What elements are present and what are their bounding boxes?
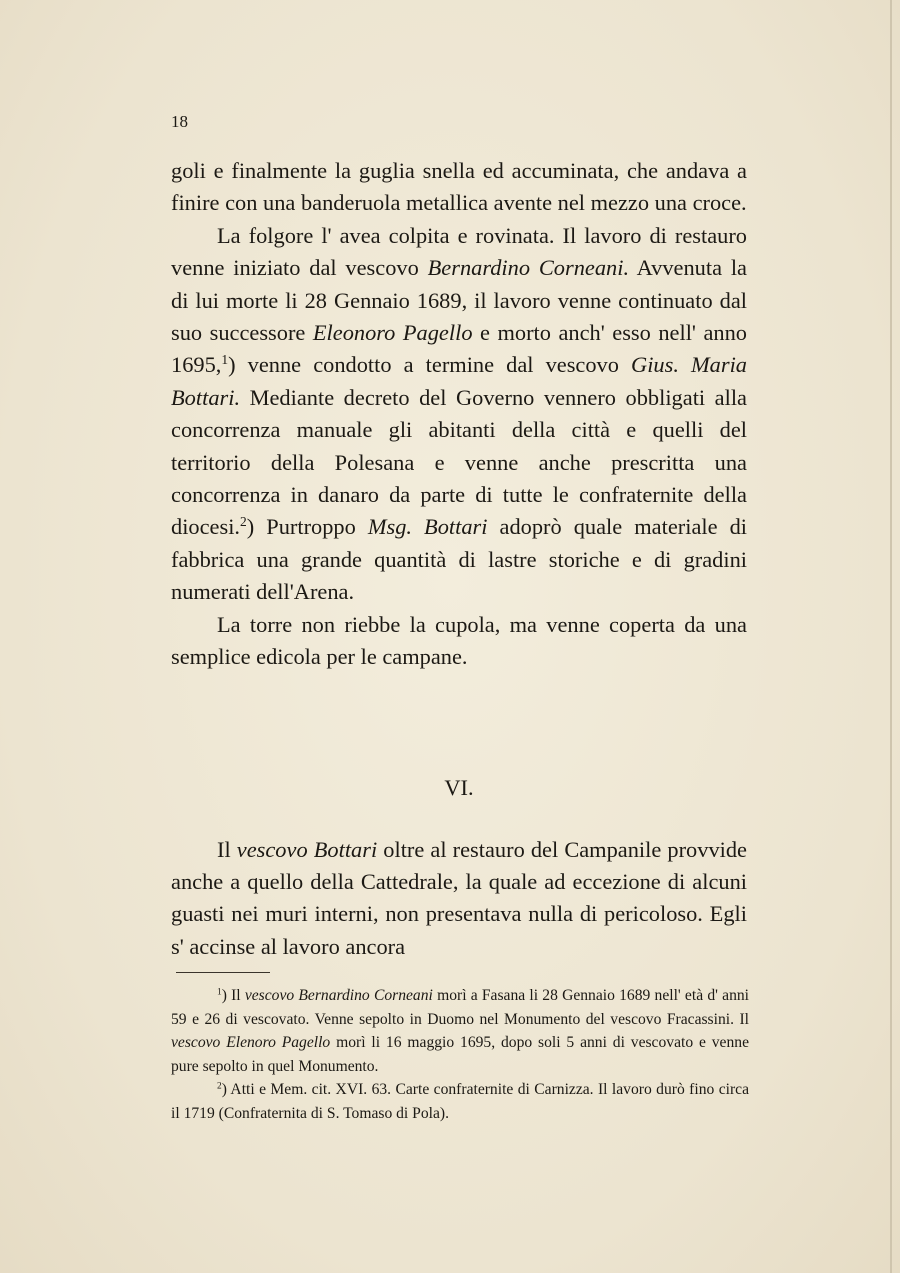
footnote-ref-1: 1	[221, 352, 229, 368]
footnote-mark-1: 1	[217, 987, 222, 998]
footnote-1: $^1$) Il vescovo Bernardino Corneani morì a Fasana li 28 Gennaio 1689 nell' età d' anni 59 e 26 di vescovato. Venne sepolto in Duomo nel Monumento del vescovo Fracassini. Il vescovo Elenoro Pagello morì li 16 maggio 1695, dopo soli 5 anni di vescovato e venne pure sepolto in quel Monumento.	[171, 987, 749, 1075]
page-edge	[890, 0, 892, 1273]
section-text	[171, 834, 747, 963]
paragraph-3: La torre non riebbe la cupola, ma venne coperta da una semplice edicola per le campane.	[171, 611, 747, 670]
footnote-divider	[176, 972, 270, 973]
bishop-name-pagello: Eleonoro Pagello	[312, 320, 473, 346]
footnote-2: $^2$) Atti e Mem. cit. XVI. 63. Carte confraternite di Carnizza. Il lavoro durò fino circa il 1719 (Confraternita di S. Tomaso di Pola).	[171, 1081, 749, 1122]
footnotes	[171, 984, 749, 1125]
vescovo-bottari: vescovo Bottari	[236, 837, 378, 862]
main-text	[171, 155, 747, 674]
footnote-ref-2: 2	[240, 514, 247, 530]
paragraph-4: Il vescovo Bottari oltre al restauro del Campanile provvide anche a quello della Cattedrale, la quale ad eccezione di alcuni guasti nei muri interni, non presentava nulla di pericoloso. Egli s' accinse al lavoro ancora	[171, 837, 747, 959]
bishop-name-corneani: Bernardino Corneani.	[427, 255, 630, 281]
paragraph-2: La folgore l' avea colpita e rovinata. Il lavoro di restauro venne iniziato dal vescovo Bernardino Corneani. Avvenuta la di lui morte li 28 Gennaio 1689, il lavoro venne continuato dal suo successore Eleonoro Pagello e morto anch' esso nell' anno 1695,$^1$) venne condotto a termine dal vescovo Gius. Maria Bottari. Mediante decreto del Governo vennero obbligati alla concorrenza manuale gli abitanti della città e quelli del territorio della Polesana e venne anche prescritta una concorrenza in danaro da parte di tutte le confraternite della diocesi.$^2$) Purtroppo Msg. Bottari adoprò quale materiale di fabbrica una grande quantità di lastre storiche e di gradini numerati dell'Arena.	[171, 222, 747, 605]
paragraph-1: goli e finalmente la guglia snella ed accuminata, che andava a finire con una banderuola metallica avente nel mezzo una croce.	[171, 158, 747, 216]
footnote-mark-2: 2	[217, 1081, 222, 1092]
page-number: 18	[171, 112, 188, 131]
section-heading: VI.	[444, 775, 474, 800]
msg-bottari: Msg. Bottari	[367, 514, 488, 540]
bishop-name-bottari: Gius. Maria Bottari.	[171, 352, 747, 410]
